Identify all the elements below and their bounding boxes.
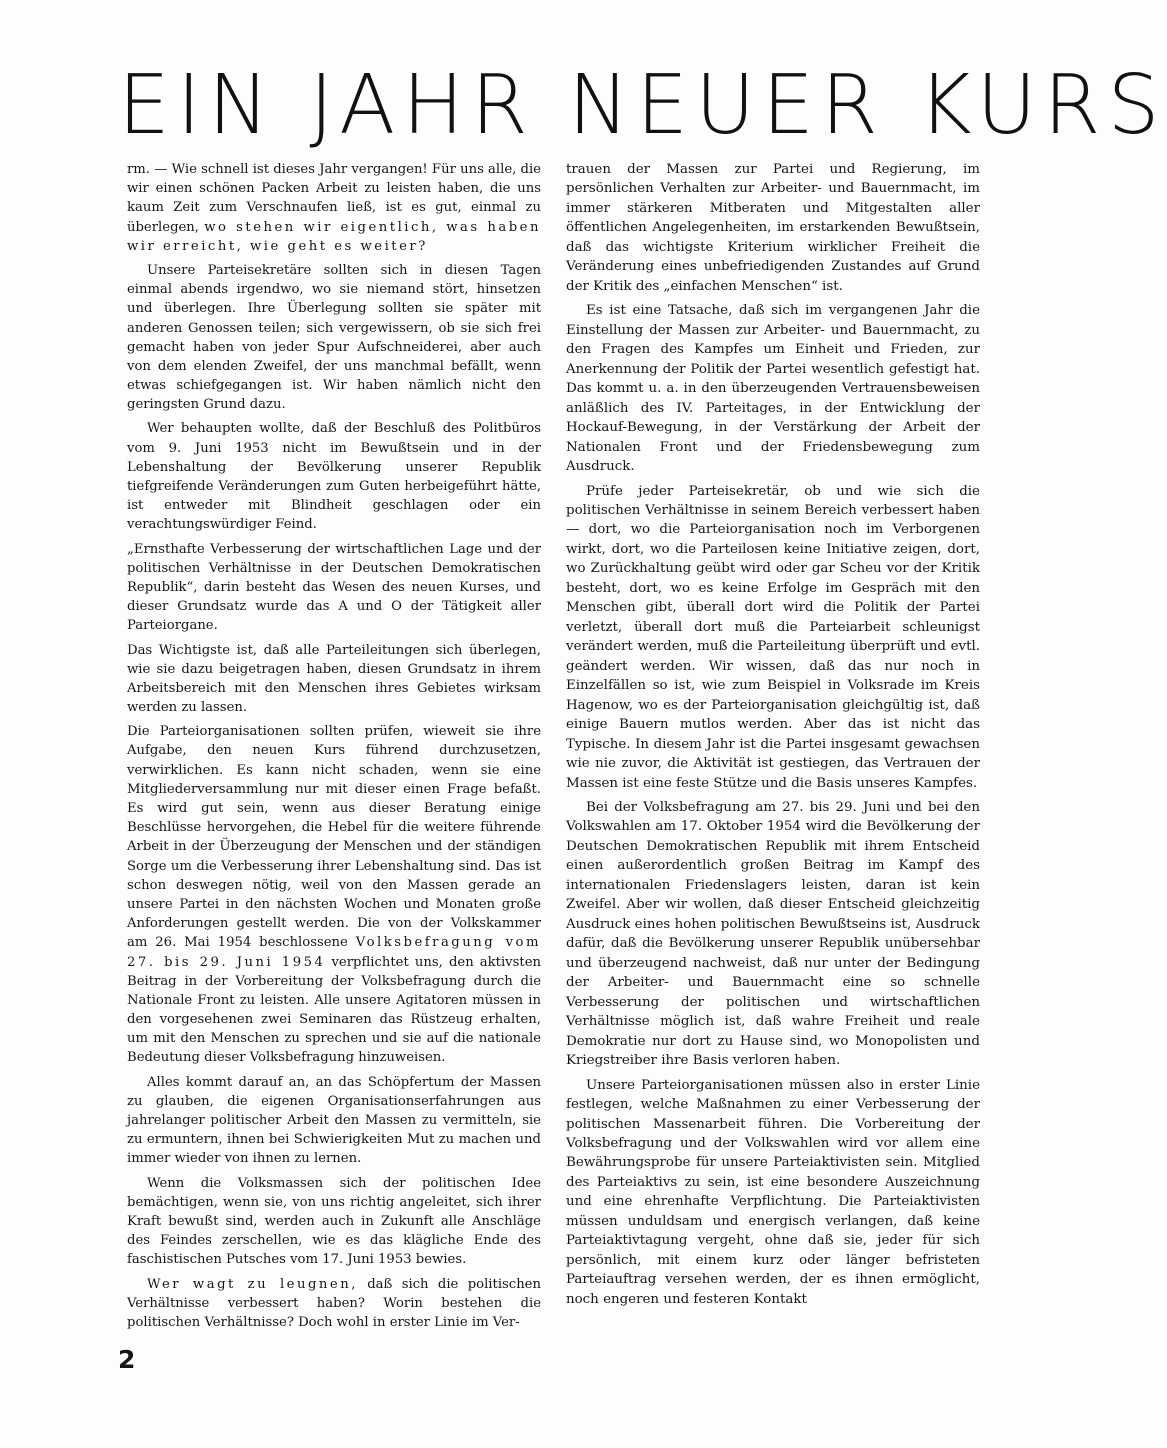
paragraph: Wer behaupten wollte, daß der Beschluß des Politbüros vom 9. Juni 1953 nicht im Bewußtsein und in der Lebenshaltung der Bevölkerung unserer Republik tiefgreifende Veränderungen zum Guten herbeigeführt hätte, ist entweder mit Blindheit geschlagen oder ein verachtungswürdiger Feind. (127, 421, 541, 533)
paragraph: Das Wichtigste ist, daß alle Parteileitungen sich überlegen, wie sie dazu beigetragen haben, diesen Grundsatz in ihrem Arbeitsbereich mit den Menschen ihres Gebietes wirksam werden zu lassen. (127, 642, 541, 716)
paragraph-text: rm. — Wie schnell ist dieses Jahr vergangen! Für uns alle, die wir einen schönen Packen Arbeit zu leisten haben, die uns kaum Zeit zum Verschnaufen ließ, ist es gut, einmal zu überlegen, (127, 162, 541, 235)
paragraph (127, 160, 541, 256)
paragraph (127, 722, 541, 1067)
paragraph: Unsere Parteiorganisationen müssen also in erster Linie festlegen, welche Maßnahmen zu einer Verbesserung der politischen Massenarbeit führen. Die Vorbereitung der Volksbefragung und der Volkswahlen wird vor allem eine Bewährungsprobe für unsere Parteiaktivisten sein. Mitglied des Parteiaktivs zu sein, ist eine besondere Auszeichnung und eine ehrenhafte Verpflichtung. Die Parteiaktivisten müssen unduldsam und energisch verlangen, daß keine Parteiaktivtagung vergeht, ohne daß sie, jeder für sich persönlich, mit einem kurz oder länger befristeten Parteiauftrag versehen werden, der es ihnen ermöglicht, noch engeren und festeren Kontakt (566, 1077, 980, 1307)
paragraph-text: Die Parteiorganisationen sollten prüfen, wieweit sie ihre Aufgabe, den neuen Kurs führend durchzusetzen, verwirklichen. Es kann nicht schaden, wenn sie eine Mitgliederversammlung nur mit dieser einen Frage befaßt. Es wird gut sein, wenn aus dieser Beratung einige Beschlüsse hervorgehen, die Hebel für die weitere führende Arbeit in der Überzeugung der Menschen und der ständigen Sorge um die Verbesserung ihrer Lebenshaltung sind. Das ist schon deswegen nötig, weil von den Massen gerade an unsere Partei in den nächsten Wochen und Monaten große Anforderungen gestellt werden. Die von der Volkskammer am 26. Mai 1954 beschlossene (127, 724, 541, 951)
article-title: EIN JAHR NEUER KURS (118, 58, 1167, 153)
page-number: 2 (118, 1345, 136, 1374)
spaced-emphasis: Wer wagt zu leugnen, (147, 1276, 358, 1292)
spaced-emphasis: wo stehen wir eigentlich, was haben wir erreicht, wie geht es weiter? (127, 219, 541, 254)
paragraph-text: verpflichtet uns, den aktivsten Beitrag in der Vorbereitung der Volksbefragung durch die Nationale Front zu leisten. Alle unsere Agitatoren müssen in den vorgesehenen zwei Seminaren das Rüstzeug erhalten, um mit den Menschen zu sprechen und sie auf die nationale Bedeutung dieser Volksbefragung hinzuweisen. (127, 954, 541, 1066)
paragraph: Prüfe jeder Parteisekretär, ob und wie sich die politischen Verhältnisse in seinem Bereich verbessert haben — dort, wo die Parteiorganisation noch im Verborgenen wirkt, dort, wo die Parteilosen keine Initiative zeigen, dort, wo Zurückhaltung geübt wird oder gar Scheu vor der Kritik besteht, dort, wo es keine Erfolge im Gespräch mit den Menschen gibt, überall dort wird die Politik der Partei verletzt, überall dort muß die Parteiarbeit schleunigst verändert werden, muß die Parteileitung überprüft und evtl. geändert werden. Wir wissen, daß das nur noch in Einzelfällen so ist, wie zum Beispiel in Volksrade im Kreis Hagenow, wo es der Parteiorganisation gleichgültig ist, daß einige Bauern mutlos werden. Aber das ist nicht das Typische. In diesem Jahr ist die Partei insgesamt gewachsen wie nie zuvor, die Aktivität ist gestiegen, das Vertrauen der Massen ist eine feste Stütze und die Basis unseres Kampfes. (566, 483, 980, 791)
paragraph (127, 1275, 541, 1333)
paragraph: Es ist eine Tatsache, daß sich im vergangenen Jahr die Einstellung der Massen zur Arbeiter- und Bauernmacht, zu den Fragen des Kampfes um Einheit und Frieden, zur Anerkennung der Politik der Partei wesentlich gefestigt hat. Das kommt u. a. in den überzeugenden Vertrauensbeweisen anläßlich des IV. Parteitages, in der Entwicklung der Hockauf-Bewegung, in der Verstärkung der Arbeit der Nationalen Front und der Friedensbewegung zum Ausdruck. (566, 303, 980, 475)
spaced-emphasis: Volksbefragung vom 27. bis 29. Juni 1954 (127, 935, 541, 970)
left-column (127, 160, 541, 1332)
paragraph: Bei der Volksbefragung am 27. bis 29. Juni und bei den Volkswahlen am 17. Oktober 1954 wird die Bevölkerung der Deutschen Demokratischen Republik mit ihrem Entscheid einen außerordentlich großen Beitrag im Kampf des internationalen Friedenslagers leisten, daran ist kein Zweifel. Aber wir wollen, daß dieser Entscheid gleichzeitig Ausdruck eines hohen politischen Bewußtseins ist, Ausdruck dafür, daß die Bevölkerung unserer Republik unübersehbar und überzeugend nachweist, daß nur unter der Bedingung der Arbeiter- und Bauernmacht eine so schnelle Verbesserung der politischen und wirtschaftlichen Verhältnisse möglich ist, daß wahre Freiheit und reale Demokratie nur dort zu Hause sind, wo Monopolisten und Kriegstreiber ihre Basis verloren haben. (566, 800, 980, 1069)
paragraph: Wenn die Volksmassen sich der politischen Idee bemächtigen, wenn sie, von uns richtig angeleitet, sich ihrer Kraft bewußt sind, werden auch in Zukunft alle Anschläge des Feindes zerschellen, wie es das klägliche Ende des faschistischen Putsches vom 17. Juni 1953 bewies. (127, 1175, 541, 1268)
paragraph: Alles kommt darauf an, an das Schöpfertum der Massen zu glauben, die eigenen Organisationserfahrungen aus jahrelanger politischer Arbeit den Massen zu vermitteln, sie zu ermuntern, ihnen bei Schwierigkeiten Mut zu machen und immer wieder von ihnen zu lernen. (127, 1074, 541, 1167)
paragraph: „Ernsthafte Verbesserung der wirtschaftlichen Lage und der politischen Verhältnisse in der Deutschen Demokratischen Republik“, darin besteht das Wesen des neuen Kurses, und dieser Grundsatz wurde das A und O der Tätigkeit aller Parteiorgane. (127, 541, 541, 634)
right-column (566, 160, 980, 1309)
paragraph-text: daß sich die politischen Verhältnisse verbessert haben? Worin bestehen die politischen Verhältnisse? Doch wohl in erster Linie im Ver- (127, 1276, 541, 1330)
paragraph: Unsere Parteisekretäre sollten sich in diesen Tagen einmal abends irgendwo, wo sie niemand stört, hinsetzen und überlegen. Ihre Überlegung sollten sie später mit anderen Genossen teilen; sich vergewissern, ob sie sich frei gemacht haben von jeder Spur Aufschneiderei, aber auch von dem elenden Zweifel, der uns manchmal befällt, wenn etwas schiefgegangen ist. Wir haben nämlich nicht den geringsten Grund dazu. (127, 262, 541, 413)
paragraph: trauen der Massen zur Partei und Regierung, im persönlichen Verhalten zur Arbeiter- und Bauernmacht, im immer stärkeren Mitberaten und Mitgestalten aller öffentlichen Angelegenheiten, im erstarkenden Bewußtsein, daß das wichtigste Kriterium wirklicher Freiheit die Veränderung eines unbefriedigenden Zustandes auf Grund der Kritik des „einfachen Menschen“ ist. (566, 162, 980, 294)
